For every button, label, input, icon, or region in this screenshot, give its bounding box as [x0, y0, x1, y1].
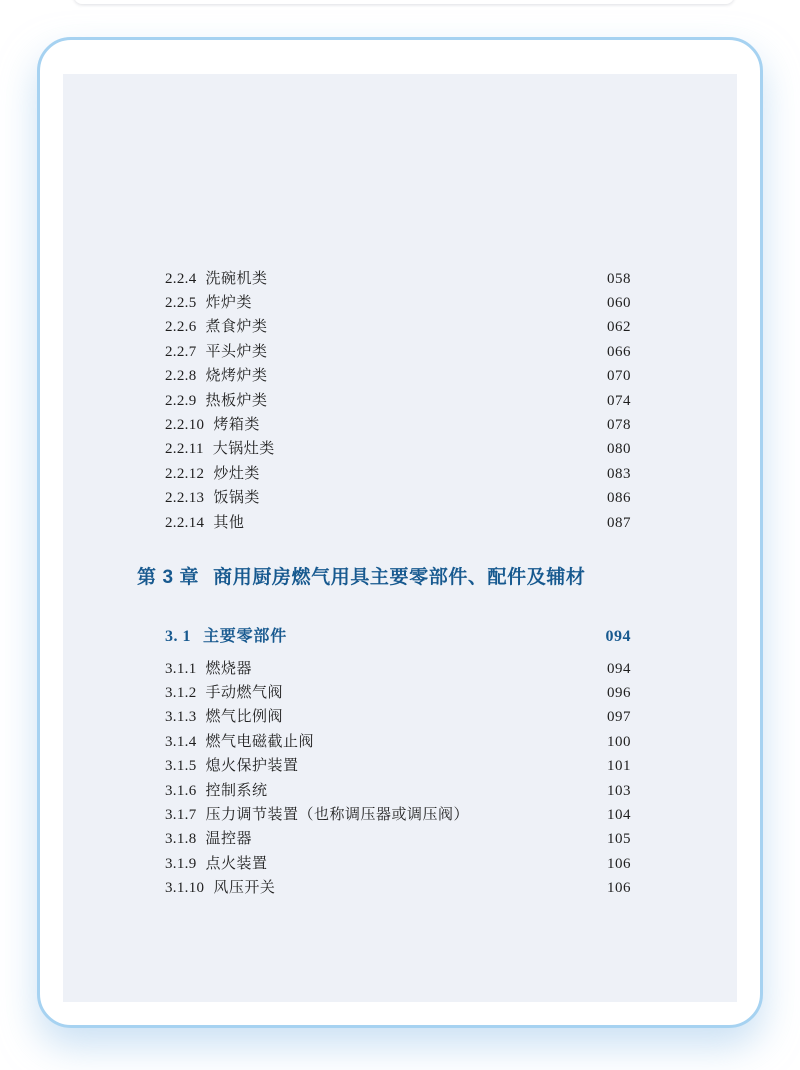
entry-number: 3.1.4 — [165, 733, 197, 750]
entry-title: 洗碗机类 — [205, 270, 268, 287]
entry-page-number: 101 — [607, 758, 631, 775]
entry-title: 压力调节装置（也称调压器或调压阀） — [205, 807, 470, 824]
toc-page — [63, 74, 737, 1002]
entry-page-number: 104 — [607, 807, 631, 824]
entry-title: 燃烧器 — [205, 660, 253, 677]
section-heading — [165, 625, 631, 649]
entry-page-number: 094 — [607, 660, 631, 677]
entry-page-number: 103 — [607, 782, 631, 799]
previous-card-edge — [74, 0, 734, 4]
entry-page-number: 087 — [607, 514, 631, 531]
entry-number: 2.2.5 — [165, 295, 197, 312]
toc-entry-row — [165, 413, 631, 437]
section-title: 主要零部件 — [203, 628, 288, 645]
chapter-heading — [137, 563, 717, 591]
toc-entry-row — [165, 877, 631, 901]
entry-number: 3.1.2 — [165, 685, 197, 702]
entry-title: 烤箱类 — [213, 417, 260, 434]
chapter-title: 商用厨房燃气用具主要零部件、配件及辅材 — [213, 566, 586, 588]
entry-number: 3.1.10 — [165, 880, 205, 897]
entry-number: 2.2.6 — [165, 319, 197, 336]
entry-number: 2.2.9 — [165, 392, 197, 409]
entry-number: 3.1.7 — [165, 807, 197, 824]
toc-entry-row — [165, 340, 631, 364]
toc-entry-row — [165, 779, 631, 803]
entry-title: 饭锅类 — [213, 490, 260, 507]
section-page-number: 094 — [605, 628, 631, 645]
entry-title: 其他 — [213, 514, 245, 531]
entry-number: 3.1.8 — [165, 831, 197, 848]
entry-page-number: 070 — [607, 368, 631, 385]
entry-page-number: 066 — [607, 343, 631, 360]
chapter-number: 第 3 章 — [137, 566, 200, 588]
entry-title: 炸炉类 — [205, 295, 253, 312]
entry-page-number: 058 — [607, 270, 631, 287]
toc-entry-row — [165, 462, 631, 486]
toc-entry-row — [165, 755, 631, 779]
entry-number: 3.1.9 — [165, 855, 197, 872]
toc-entry-row — [165, 487, 631, 511]
entry-page-number: 080 — [607, 441, 631, 458]
entry-page-number: 086 — [607, 490, 631, 507]
entry-title: 热板炉类 — [205, 392, 268, 409]
entry-page-number: 074 — [607, 392, 631, 409]
entry-page-number: 083 — [607, 465, 631, 482]
toc-entry-row — [165, 803, 631, 827]
toc-entry-row — [165, 365, 631, 389]
entry-number: 2.2.10 — [165, 417, 205, 434]
entry-title: 烧烤炉类 — [205, 368, 268, 385]
entry-number: 2.2.13 — [165, 490, 205, 507]
toc-entry-row — [165, 511, 631, 535]
entry-title: 控制系统 — [205, 782, 268, 799]
entry-title: 大锅灶类 — [212, 441, 275, 458]
toc-list-section-3-1 — [165, 657, 631, 901]
entry-number: 3.1.5 — [165, 758, 197, 775]
entry-number: 3.1.3 — [165, 709, 197, 726]
entry-number: 2.2.4 — [165, 270, 197, 287]
entry-page-number: 060 — [607, 295, 631, 312]
entry-page-number: 062 — [607, 319, 631, 336]
entry-title: 温控器 — [205, 831, 253, 848]
section-number: 3. 1 — [165, 628, 191, 645]
toc-entry-row — [165, 657, 631, 681]
entry-title: 平头炉类 — [205, 343, 268, 360]
entry-page-number: 106 — [607, 880, 631, 897]
toc-entry-row — [165, 267, 631, 291]
toc-entry-row — [165, 828, 631, 852]
entry-number: 2.2.11 — [165, 441, 204, 458]
entry-title: 风压开关 — [213, 880, 276, 897]
toc-entry-row — [165, 730, 631, 754]
entry-title: 燃气比例阀 — [205, 709, 284, 726]
entry-number: 2.2.12 — [165, 465, 205, 482]
entry-number: 2.2.14 — [165, 514, 205, 531]
entry-page-number: 097 — [607, 709, 631, 726]
entry-page-number: 100 — [607, 733, 631, 750]
entry-title: 手动燃气阀 — [205, 685, 284, 702]
entry-page-number: 105 — [607, 831, 631, 848]
entry-number: 2.2.8 — [165, 368, 197, 385]
entry-number: 3.1.1 — [165, 660, 197, 677]
entry-title: 燃气电磁截止阀 — [205, 733, 315, 750]
toc-entry-row — [165, 291, 631, 315]
toc-entry-row — [165, 316, 631, 340]
toc-entry-row — [165, 706, 631, 730]
entry-page-number: 106 — [607, 855, 631, 872]
entry-page-number: 096 — [607, 685, 631, 702]
toc-entry-row — [165, 852, 631, 876]
toc-entry-row — [165, 438, 631, 462]
entry-title: 熄火保护装置 — [205, 758, 299, 775]
entry-title: 煮食炉类 — [205, 319, 268, 336]
entry-number: 3.1.6 — [165, 782, 197, 799]
toc-entry-row — [165, 389, 631, 413]
entry-title: 炒灶类 — [213, 465, 260, 482]
toc-list-section-2-2 — [165, 267, 631, 535]
entry-page-number: 078 — [607, 417, 631, 434]
entry-number: 2.2.7 — [165, 343, 197, 360]
toc-entry-row — [165, 681, 631, 705]
entry-title: 点火装置 — [205, 855, 268, 872]
document-card — [37, 37, 763, 1028]
